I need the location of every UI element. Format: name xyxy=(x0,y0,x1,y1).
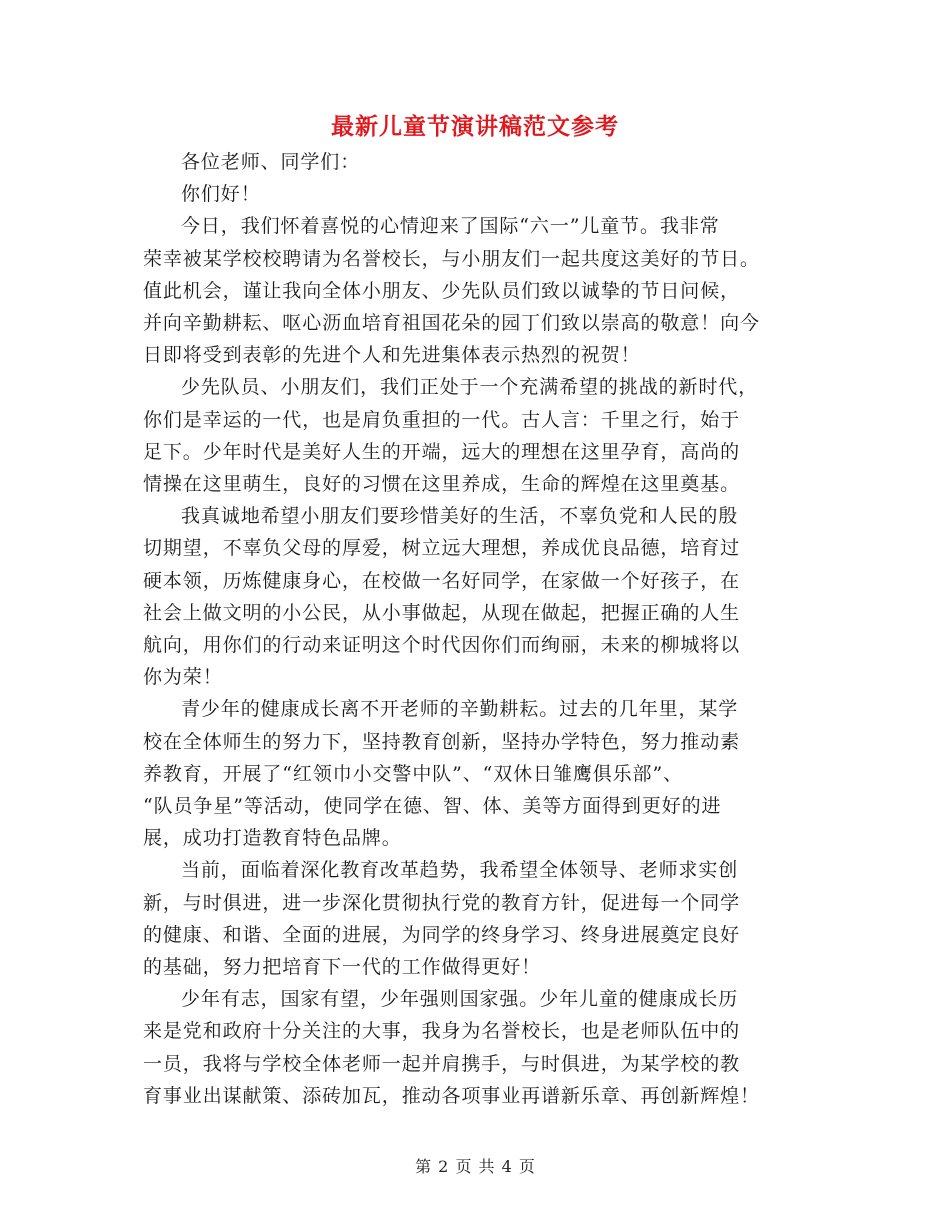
paragraph-1: 今日，我们怀着喜悦的心情迎来了国际“六一”儿童节。我非常 荣幸被某学校校聘请为名誉校长，与小朋友们一起共度这美好的节日。 值此机会，谨让我向全体小朋友、少先队员们致以诚挚的节日问候， 并向辛勤耕耘、呕心沥血培育祖国花朵的园丁们致以崇高的敬意！向今 日即将受到表彰的先进个人和先进集体表示热烈的祝贺！ xyxy=(143,215,760,367)
page-title: 最新儿童节演讲稿范文参考 xyxy=(331,114,619,140)
salutation: 各位老师、同学们： xyxy=(181,151,361,173)
greeting: 你们好！ xyxy=(181,183,261,206)
paragraph-6: 少年有志，国家有望，少年强则国家强。少年儿童的健康成长历 来是党和政府十分关注的大事，我身为名誉校长，也是老师队伍中的 一员，我将与学校全体老师一起并肩携手，与时俱进，为某学校的教 育事业出谋献策、添砖加瓦，推动各项事业再谱新乐章、再创新辉煌！ xyxy=(143,988,760,1107)
document-body xyxy=(143,146,808,1112)
paragraph-2: 少先队员、小朋友们，我们正处于一个充满希望的挑战的新时代， 你们是幸运的一代，也是肩负重担的一代。古人言：千里之行，始于 足下。少年时代是美好人生的开端，远大的理想在这里孕育，高尚的 情操在这里萌生，良好的习惯在这里养成，生命的辉煌在这里奠基。 xyxy=(143,376,759,496)
paragraph-4: 青少年的健康成长离不开老师的辛勤耕耘。过去的几年里，某学 校在全体师生的努力下，坚持教育创新，坚持办学特色，努力推动素 养教育，开展了“红领巾小交警中队”、“双休日雏鹰俱乐部”、 “队员争星”等活动，使同学在德、智、体、美等方面得到更好的进 展，成功打造教育特色品牌。 xyxy=(143,698,741,850)
paragraph-3: 我真诚地希望小朋友们要珍惜美好的生活，不辜负党和人民的殷 切期望，不辜负父母的厚爱，树立远大理想，养成优良品德，培育过 硬本领，历炼健康身心，在校做一名好同学，在家做一个好孩子，在 社会上做文明的小公民，从小事做起，从现在做起，把握正确的人生 航向，用你们的行动来证明这个时代因你们而绚丽，未来的柳城将以 你为荣！ xyxy=(143,505,741,689)
page-number-footer: 第 2 页 共 4 页 xyxy=(415,1157,535,1176)
paragraph-5: 当前，面临着深化教育改革趋势，我希望全体领导、老师求实创 新，与时俱进，进一步深化贯彻执行党的教育方针，促进每一个同学 的健康、和谐、全面的进展，为同学的终身学习、终身进展奠定良好 的基础，努力把培育下一代的工作做得更好！ xyxy=(143,859,741,979)
